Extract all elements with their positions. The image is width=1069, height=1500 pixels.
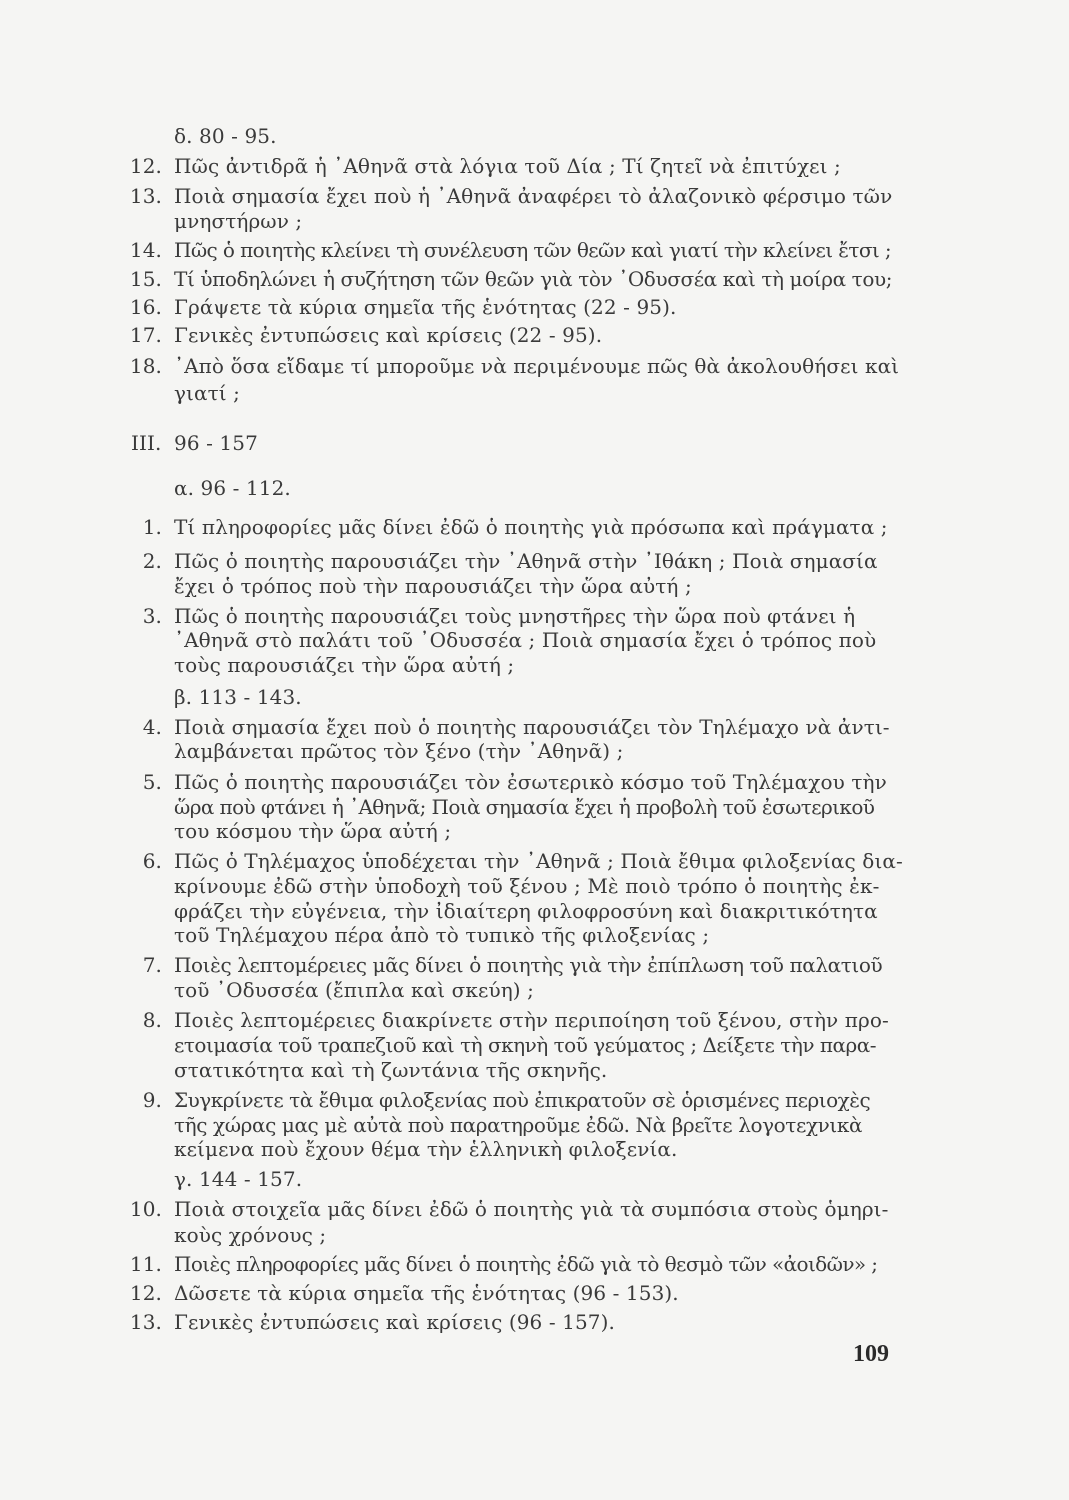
question-number: 12. <box>129 1281 162 1305</box>
question-number: 11. <box>129 1252 162 1276</box>
question-text: Πῶς ἀντιδρᾶ ἡ ᾿Αθηνᾶ στὰ λόγια τοῦ Δία ; Τί ζητεῖ νὰ ἐπιτύχει ; <box>174 154 841 178</box>
question-number: 9. <box>142 1088 162 1112</box>
section-heading-gamma <box>174 1166 302 1192</box>
question-text: Ποιὲς λεπτομέρειες μᾶς δίνει ὁ ποιητὴς γιὰ τὴν ἐπίπλωση τοῦ παλατιοῦ <box>174 953 883 977</box>
question-text: Συγκρίνετε τὰ ἔθιμα φιλοξενίας ποὺ ἐπικρατοῦν σὲ ὁρισμένες περιοχὲς <box>174 1088 871 1112</box>
question-text: κείμενα ποὺ ἔχουν θέμα τὴν ἑλληνικὴ φιλοξενία. <box>174 1137 678 1161</box>
question-text: στατικότητα καὶ τὴ ζωντάνια τῆς σκηνῆς. <box>174 1058 608 1082</box>
question-text: του κόσμου τὴν ὥρα αὐτή ; <box>174 819 452 843</box>
question-text: ᾿Απὸ ὅσα εἴδαμε τί μποροῦμε νὰ περιμένουμε πῶς θὰ ἀκολουθήσει καὶ <box>174 354 900 378</box>
question-text: Ποιὰ στοιχεῖα μᾶς δίνει ἐδῶ ὁ ποιητὴς γιὰ τὰ συμπόσια στοὺς ὁμηρι- <box>174 1197 889 1221</box>
section-range: 96 - 157 <box>174 431 258 455</box>
question-text: Γενικὲς ἐντυπώσεις καὶ κρίσεις (96 - 157). <box>174 1310 615 1334</box>
question-number: 1. <box>142 515 162 539</box>
question-text: φράζει τὴν εὐγένεια, τὴν ἰδιαίτερη φιλοφροσύνη καὶ διακριτικότητα <box>174 899 878 923</box>
question-text: Πῶς ὁ Τηλέμαχος ὑποδέχεται τὴν ᾿Αθηνᾶ ; Ποιὰ ἔθιμα φιλοξενίας δια- <box>174 849 903 873</box>
question-number: 3. <box>142 604 162 628</box>
question-text: ἔχει ὁ τρόπος ποὺ τὴν παρουσιάζει τὴν ὥρα αὐτή ; <box>174 574 692 598</box>
question-text: Ποιὰ σημασία ἔχει ποὺ ἡ ᾿Αθηνᾶ ἀναφέρει τὸ ἀλαζονικὸ φέρσιμο τῶν <box>174 184 893 208</box>
question-13-cont <box>174 208 302 234</box>
question-number: 16. <box>129 295 162 319</box>
section-label: β. 113 - 143. <box>174 685 302 709</box>
question-10-cont <box>174 1222 326 1248</box>
question-text: Τί ὑποδηλώνει ἡ συζήτηση τῶν θεῶν γιὰ τὸν ᾿Οδυσσέα καὶ τὴ μοίρα του; <box>174 267 893 291</box>
question-text: Πῶς ὁ ποιητὴς παρουσιάζει τοὺς μνηστῆρες τὴν ὥρα ποὺ φτάνει ἡ <box>174 604 856 628</box>
question-number: 10. <box>129 1197 162 1221</box>
question-text: Τί πληροφορίες μᾶς δίνει ἐδῶ ὁ ποιητὴς γιὰ πρόσωπα καὶ πράγματα ; <box>174 515 888 539</box>
section-roman-numeral: III. <box>131 431 162 455</box>
question-text: τοῦ Τηλέμαχου πέρα ἀπὸ τὸ τυπικὸ τῆς φιλοξενίας ; <box>174 923 710 947</box>
question-number: 13. <box>129 1310 162 1334</box>
question-text: Ποιὰ σημασία ἔχει ποὺ ὁ ποιητὴς παρουσιάζει τὸν Τηλέμαχο νὰ ἀντι- <box>174 715 890 739</box>
question-8-cont1 <box>174 1032 876 1058</box>
page-number: 109 <box>853 1341 889 1367</box>
question-number: 15. <box>129 267 162 291</box>
question-6-cont3 <box>174 922 709 948</box>
question-5-cont1 <box>174 794 874 820</box>
question-number: 7. <box>142 953 162 977</box>
question-text: Πῶς ὁ ποιητὴς κλείνει τὴ συνέλευση τῶν θεῶν καὶ γιατί τὴν κλείνει ἔτσι ; <box>174 238 892 262</box>
question-number: 17. <box>129 323 162 347</box>
question-18-cont <box>174 380 240 406</box>
question-text: Ποιὲς πληροφορίες μᾶς δίνει ὁ ποιητὴς ἐδῶ γιὰ τὸ θεσμὸ τῶν «ἀοιδῶν» ; <box>174 1252 878 1276</box>
section-label: α. 96 - 112. <box>174 476 291 500</box>
question-text: κρίνουμε ἐδῶ στὴν ὑποδοχὴ τοῦ ξένου ; Μὲ ποιὸ τρόπο ὁ ποιητὴς ἐκ- <box>174 874 880 898</box>
question-text: Δῶσετε τὰ κύρια σημεῖα τῆς ἑνότητας (96 - 153). <box>174 1281 679 1305</box>
question-text: ὥρα ποὺ φτάνει ἡ ᾿Αθηνᾶ; Ποιὰ σημασία ἔχει ἡ προβολὴ τοῦ ἐσωτερικοῦ <box>174 795 875 819</box>
question-9-cont2 <box>174 1136 678 1162</box>
question-4-cont <box>174 738 623 764</box>
question-number: 6. <box>142 849 162 873</box>
question-number: 8. <box>142 1008 162 1032</box>
question-9-cont1 <box>174 1112 862 1138</box>
section-heading-alpha <box>174 475 291 501</box>
question-number: 12. <box>129 154 162 178</box>
question-text: τοὺς παρουσιάζει τὴν ὥρα αὐτή ; <box>174 653 515 677</box>
section-heading-beta <box>174 684 302 710</box>
section-label: γ. 144 - 157. <box>174 1167 303 1191</box>
question-text: κοὺς χρόνους ; <box>174 1223 327 1247</box>
question-number: 14. <box>129 238 162 262</box>
question-text: τοῦ ᾿Οδυσσέα (ἔπιπλα καὶ σκεύη) ; <box>174 978 535 1002</box>
section-heading-delta <box>174 123 277 149</box>
question-text: Πῶς ὁ ποιητὴς παρουσιάζει τὴν ᾿Αθηνᾶ στὴν ᾿Ιθάκη ; Ποιὰ σημασία <box>174 549 878 573</box>
question-2-cont <box>174 573 692 599</box>
question-text: τῆς χώρας μας μὲ αὐτὰ ποὺ παρατηροῦμε ἐδῶ. Νὰ βρεῖτε λογοτεχνικὰ <box>174 1113 863 1137</box>
question-text: Πῶς ὁ ποιητὴς παρουσιάζει τὸν ἐσωτερικὸ κόσμο τοῦ Τηλέμαχου τὴν <box>174 770 887 794</box>
question-number: 18. <box>129 354 162 378</box>
question-3-cont1 <box>174 627 876 653</box>
question-text: Ποιὲς λεπτομέρειες διακρίνετε στὴν περιποίηση τοῦ ξένου, στὴν προ- <box>174 1008 889 1032</box>
question-3-cont2 <box>174 652 514 678</box>
question-number: 5. <box>142 770 162 794</box>
question-number: 2. <box>142 549 162 573</box>
question-7-cont <box>174 977 534 1003</box>
question-number: 13. <box>129 184 162 208</box>
question-text: ετοιμασία τοῦ τραπεζιοῦ καὶ τὴ σκηνὴ τοῦ γεύματος ; Δείξετε τὴν παρα- <box>174 1033 877 1057</box>
question-text: γιατί ; <box>174 381 241 405</box>
question-text: Γράψετε τὰ κύρια σημεῖα τῆς ἑνότητας (22 - 95). <box>174 295 677 319</box>
question-text: ᾿Αθηνᾶ στὸ παλάτι τοῦ ᾿Οδυσσέα ; Ποιὰ σημασία ἔχει ὁ τρόπος ποὺ <box>174 628 877 652</box>
question-text: λαμβάνεται πρῶτος τὸν ξένο (τὴν ᾿Αθηνᾶ) ; <box>174 739 624 763</box>
section-label: δ. 80 - 95. <box>174 124 277 148</box>
question-6-cont2 <box>174 898 878 924</box>
question-5-cont2 <box>174 818 451 844</box>
question-text: Γενικὲς ἐντυπώσεις καὶ κρίσεις (22 - 95). <box>174 323 603 347</box>
question-number: 4. <box>142 715 162 739</box>
question-8-cont2 <box>174 1057 607 1083</box>
question-text: μνηστήρων ; <box>174 209 303 233</box>
question-6-cont1 <box>174 873 879 899</box>
